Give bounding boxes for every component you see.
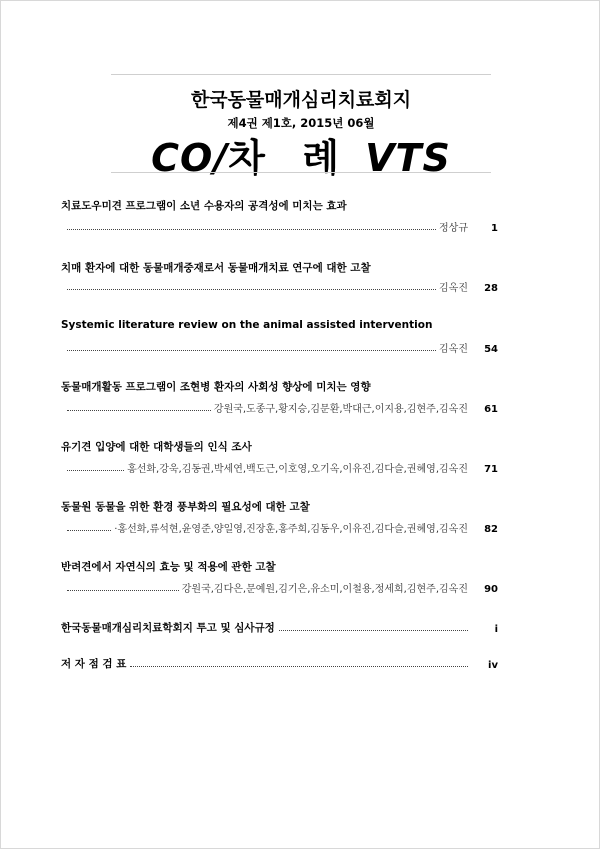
entry-title[interactable]: 치료도우미견 프로그램이 소년 수용자의 공격성에 미치는 효과 [61, 200, 347, 212]
entry-page-number[interactable]: 90 [484, 584, 498, 595]
entry-leader-row [61, 461, 498, 475]
dot-leader [67, 349, 436, 351]
dot-leader [67, 589, 179, 591]
entry-leader-row [61, 401, 498, 415]
entry-leader-row [61, 521, 498, 535]
appendix-page-number[interactable]: i [494, 624, 498, 635]
contents-heading-right: VTS [365, 136, 451, 180]
entry-title[interactable]: 동물매개활동 프로그램이 조현병 환자의 사회성 향상에 미치는 영향 [61, 381, 371, 393]
entry-page-number[interactable]: 1 [491, 223, 498, 234]
bottom-rule [111, 172, 491, 173]
entry-leader-row [61, 581, 498, 595]
entry-leader-row [61, 341, 498, 355]
dot-leader [279, 629, 468, 631]
entry-authors: 김옥진 [439, 283, 468, 294]
appendix-row [61, 621, 498, 635]
appendix-title[interactable]: 한국동물매개심리치료학회지 투고 및 심사규정 [61, 622, 275, 634]
entry-page-number[interactable]: 54 [484, 344, 498, 355]
contents-heading [1, 127, 600, 182]
entry-page-number[interactable]: 61 [484, 404, 498, 415]
entry-authors: 강원국,도종구,황지승,김문환,박대근,이지용,김현주,김옥진 [213, 404, 468, 415]
dot-leader [67, 469, 124, 471]
contents-heading-middle: 차 례 [228, 136, 351, 180]
dot-leader [67, 288, 436, 290]
entry-title[interactable]: 치매 환자에 대한 동물매개중재로서 동물매개치료 연구에 대한 고찰 [61, 262, 371, 274]
appendix-page-number[interactable]: iv [488, 660, 498, 671]
entry-authors: 홍선화,강욱,김동권,박세연,백도근,이호영,오기옥,이유진,김다슬,권혜영,김옥진 [127, 464, 468, 475]
entry-leader-row [61, 280, 498, 294]
entry-title[interactable]: 동물원 동물을 위한 환경 풍부화의 필요성에 대한 고찰 [61, 501, 310, 513]
dot-leader [67, 228, 436, 230]
top-rule [111, 74, 491, 75]
appendix-row [61, 657, 498, 671]
entry-authors: 강원국,김다은,문예원,김기은,유소미,이철용,정세희,김현주,김옥진 [181, 584, 468, 595]
dot-leader [67, 529, 111, 531]
contents-heading-slash: / [213, 136, 229, 180]
entry-page-number[interactable]: 82 [484, 524, 498, 535]
entry-authors: 김옥진 [439, 344, 468, 355]
appendix-title[interactable]: 저 자 점 검 표 [61, 658, 127, 670]
entry-authors: ·홍선화,류석현,윤영준,양일영,진장훈,홍주희,김동우,이유진,김다슬,권혜영,김옥진 [114, 524, 468, 535]
contents-heading-left: CO [151, 136, 214, 180]
entry-title[interactable]: 반려견에서 자연식의 효능 및 적용에 관한 고찰 [61, 561, 276, 573]
journal-title: 한국동물매개심리치료회지 [190, 89, 412, 111]
issue-info: 제4권 제1호, 2015년 06월 [227, 116, 375, 130]
entry-title[interactable]: 유기견 입양에 대한 대학생들의 인식 조사 [61, 441, 252, 453]
dot-leader [67, 409, 211, 411]
entry-authors: 정상규 [439, 223, 468, 234]
entry-title[interactable]: Systemic literature review on the animal assisted intervention [61, 319, 433, 331]
entry-page-number[interactable]: 71 [484, 464, 498, 475]
entry-page-number[interactable]: 28 [484, 283, 498, 294]
entry-leader-row [61, 220, 498, 234]
dot-leader [130, 665, 468, 667]
